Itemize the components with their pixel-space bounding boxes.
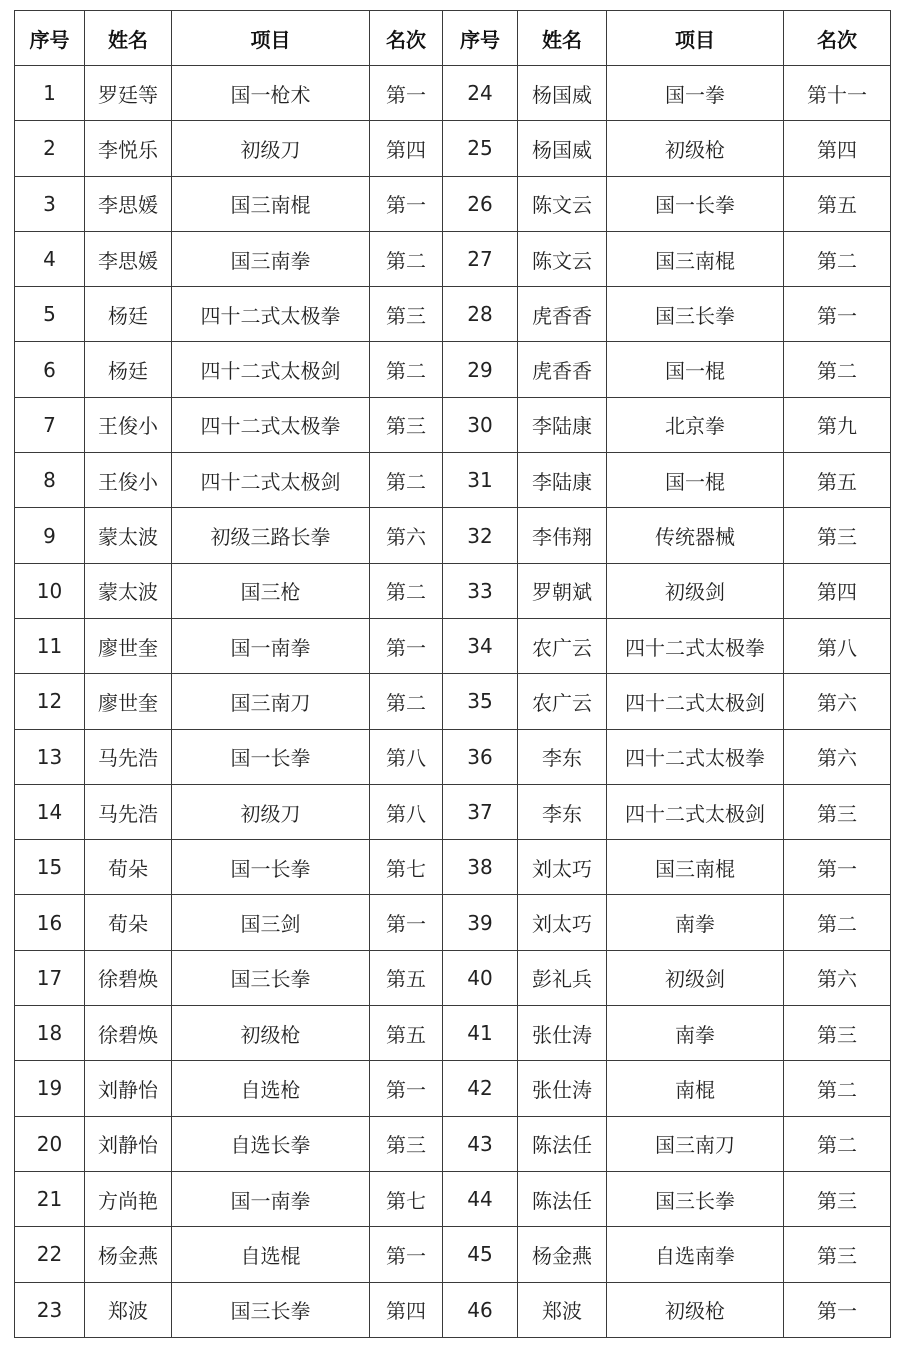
seq-cell-left: 10: [15, 563, 85, 618]
event-cell-left: 国一南拳: [172, 618, 370, 673]
event-cell-right: 四十二式太极拳: [607, 729, 784, 784]
seq-cell-left: 3: [15, 176, 85, 231]
event-cell-left: 自选长拳: [172, 1116, 370, 1171]
name-cell-right: 刘太巧: [518, 840, 607, 895]
name-cell-right: 刘太巧: [518, 895, 607, 950]
event-cell-left: 初级刀: [172, 784, 370, 839]
name-cell-left: 刘静怡: [85, 1061, 172, 1116]
rank-cell-right: 第二: [784, 1061, 891, 1116]
seq-cell-left: 21: [15, 1171, 85, 1226]
seq-cell-left: 15: [15, 840, 85, 895]
table-row: [15, 1116, 891, 1171]
event-cell-right: 南拳: [607, 895, 784, 950]
name-cell-right: 彭礼兵: [518, 950, 607, 1005]
event-cell-right: 北京拳: [607, 397, 784, 452]
name-cell-left: 荀朵: [85, 840, 172, 895]
event-cell-right: 国三长拳: [607, 287, 784, 342]
table-row: [15, 1006, 891, 1061]
event-cell-left: 初级枪: [172, 1006, 370, 1061]
rank-cell-right: 第八: [784, 618, 891, 673]
rank-cell-left: 第一: [370, 1061, 443, 1116]
name-cell-left: 马先浩: [85, 784, 172, 839]
rank-cell-right: 第三: [784, 784, 891, 839]
event-cell-right: 国三南棍: [607, 231, 784, 286]
rank-cell-right: 第一: [784, 287, 891, 342]
name-cell-left: 郑波: [85, 1282, 172, 1337]
event-cell-right: 国一长拳: [607, 176, 784, 231]
event-cell-left: 国三长拳: [172, 1282, 370, 1337]
rank-cell-right: 第一: [784, 840, 891, 895]
event-cell-left: 国三南拳: [172, 231, 370, 286]
rank-cell-left: 第三: [370, 397, 443, 452]
header-event-right: 项目: [607, 11, 784, 66]
name-cell-right: 农广云: [518, 674, 607, 729]
event-cell-left: 四十二式太极拳: [172, 397, 370, 452]
name-cell-left: 罗廷等: [85, 66, 172, 121]
table-row: [15, 453, 891, 508]
rank-cell-left: 第七: [370, 840, 443, 895]
seq-cell-right: 30: [443, 397, 518, 452]
rank-cell-right: 第二: [784, 1116, 891, 1171]
rank-cell-left: 第一: [370, 1227, 443, 1282]
table-row: [15, 840, 891, 895]
name-cell-left: 李思媛: [85, 176, 172, 231]
event-cell-left: 四十二式太极剑: [172, 342, 370, 397]
rank-cell-right: 第三: [784, 1171, 891, 1226]
name-cell-right: 张仕涛: [518, 1061, 607, 1116]
event-cell-right: 初级剑: [607, 950, 784, 1005]
rank-cell-left: 第三: [370, 287, 443, 342]
table-row: [15, 895, 891, 950]
event-cell-right: 国一拳: [607, 66, 784, 121]
seq-cell-left: 1: [15, 66, 85, 121]
rank-cell-left: 第三: [370, 1116, 443, 1171]
rank-cell-right: 第六: [784, 950, 891, 1005]
event-cell-left: 国三南刀: [172, 674, 370, 729]
event-cell-right: 自选南拳: [607, 1227, 784, 1282]
seq-cell-right: 34: [443, 618, 518, 673]
seq-cell-left: 19: [15, 1061, 85, 1116]
event-cell-right: 四十二式太极剑: [607, 674, 784, 729]
event-cell-left: 自选棍: [172, 1227, 370, 1282]
seq-cell-left: 4: [15, 231, 85, 286]
rank-cell-left: 第一: [370, 618, 443, 673]
name-cell-right: 虎香香: [518, 287, 607, 342]
name-cell-right: 罗朝斌: [518, 563, 607, 618]
table-row: [15, 231, 891, 286]
name-cell-right: 李东: [518, 784, 607, 839]
table-row: [15, 729, 891, 784]
table-row: [15, 1282, 891, 1337]
seq-cell-right: 42: [443, 1061, 518, 1116]
seq-cell-left: 12: [15, 674, 85, 729]
rank-cell-left: 第二: [370, 563, 443, 618]
event-cell-left: 自选枪: [172, 1061, 370, 1116]
seq-cell-left: 6: [15, 342, 85, 397]
seq-cell-right: 35: [443, 674, 518, 729]
name-cell-left: 李思媛: [85, 231, 172, 286]
seq-cell-left: 17: [15, 950, 85, 1005]
table-row: [15, 1061, 891, 1116]
event-cell-left: 四十二式太极拳: [172, 287, 370, 342]
seq-cell-right: 32: [443, 508, 518, 563]
rank-cell-right: 第三: [784, 1227, 891, 1282]
table-row: [15, 342, 891, 397]
table-row: [15, 508, 891, 563]
seq-cell-right: 39: [443, 895, 518, 950]
rank-cell-left: 第四: [370, 121, 443, 176]
event-cell-left: 初级刀: [172, 121, 370, 176]
event-cell-right: 国一棍: [607, 342, 784, 397]
event-cell-left: 国三南棍: [172, 176, 370, 231]
rank-cell-left: 第二: [370, 674, 443, 729]
table-row: [15, 618, 891, 673]
header-seq-left: 序号: [15, 11, 85, 66]
table-body: [15, 66, 891, 1338]
rank-cell-left: 第八: [370, 784, 443, 839]
name-cell-right: 陈文云: [518, 231, 607, 286]
table-row: [15, 1227, 891, 1282]
seq-cell-left: 16: [15, 895, 85, 950]
seq-cell-left: 20: [15, 1116, 85, 1171]
rank-cell-left: 第一: [370, 66, 443, 121]
rank-cell-left: 第二: [370, 453, 443, 508]
seq-cell-left: 14: [15, 784, 85, 839]
header-rank-left: 名次: [370, 11, 443, 66]
name-cell-right: 李东: [518, 729, 607, 784]
rank-cell-right: 第二: [784, 231, 891, 286]
seq-cell-right: 33: [443, 563, 518, 618]
table-row: [15, 176, 891, 231]
event-cell-right: 国三南棍: [607, 840, 784, 895]
seq-cell-right: 43: [443, 1116, 518, 1171]
rank-cell-right: 第二: [784, 895, 891, 950]
name-cell-right: 陈法任: [518, 1171, 607, 1226]
event-cell-right: 南拳: [607, 1006, 784, 1061]
rank-cell-left: 第四: [370, 1282, 443, 1337]
seq-cell-left: 11: [15, 618, 85, 673]
name-cell-left: 方尚艳: [85, 1171, 172, 1226]
name-cell-left: 蒙太波: [85, 508, 172, 563]
seq-cell-right: 29: [443, 342, 518, 397]
seq-cell-right: 27: [443, 231, 518, 286]
seq-cell-left: 23: [15, 1282, 85, 1337]
header-name-right: 姓名: [518, 11, 607, 66]
event-cell-left: 国一枪术: [172, 66, 370, 121]
table-row: [15, 1171, 891, 1226]
seq-cell-left: 22: [15, 1227, 85, 1282]
rank-cell-left: 第六: [370, 508, 443, 563]
seq-cell-right: 40: [443, 950, 518, 1005]
name-cell-left: 杨廷: [85, 342, 172, 397]
event-cell-right: 四十二式太极拳: [607, 618, 784, 673]
seq-cell-left: 5: [15, 287, 85, 342]
name-cell-left: 王俊小: [85, 397, 172, 452]
results-table: [14, 10, 891, 1338]
seq-cell-right: 38: [443, 840, 518, 895]
event-cell-left: 国一南拳: [172, 1171, 370, 1226]
event-cell-right: 国三南刀: [607, 1116, 784, 1171]
header-name-left: 姓名: [85, 11, 172, 66]
header-event-left: 项目: [172, 11, 370, 66]
event-cell-right: 国一棍: [607, 453, 784, 508]
seq-cell-left: 8: [15, 453, 85, 508]
seq-cell-right: 37: [443, 784, 518, 839]
rank-cell-left: 第一: [370, 895, 443, 950]
table-row: [15, 674, 891, 729]
name-cell-left: 李悦乐: [85, 121, 172, 176]
name-cell-right: 李陆康: [518, 397, 607, 452]
header-seq-right: 序号: [443, 11, 518, 66]
table-row: [15, 784, 891, 839]
name-cell-right: 李伟翔: [518, 508, 607, 563]
seq-cell-left: 18: [15, 1006, 85, 1061]
name-cell-right: 农广云: [518, 618, 607, 673]
table-row: [15, 287, 891, 342]
name-cell-left: 徐碧焕: [85, 950, 172, 1005]
seq-cell-right: 46: [443, 1282, 518, 1337]
rank-cell-right: 第三: [784, 508, 891, 563]
name-cell-left: 廖世奎: [85, 674, 172, 729]
event-cell-left: 四十二式太极剑: [172, 453, 370, 508]
event-cell-left: 国一长拳: [172, 840, 370, 895]
seq-cell-left: 7: [15, 397, 85, 452]
name-cell-right: 杨金燕: [518, 1227, 607, 1282]
name-cell-left: 马先浩: [85, 729, 172, 784]
event-cell-right: 初级枪: [607, 121, 784, 176]
event-cell-left: 国三长拳: [172, 950, 370, 1005]
seq-cell-right: 24: [443, 66, 518, 121]
name-cell-left: 徐碧焕: [85, 1006, 172, 1061]
name-cell-right: 陈文云: [518, 176, 607, 231]
table-row: [15, 397, 891, 452]
event-cell-right: 初级剑: [607, 563, 784, 618]
seq-cell-left: 13: [15, 729, 85, 784]
name-cell-left: 蒙太波: [85, 563, 172, 618]
seq-cell-right: 26: [443, 176, 518, 231]
rank-cell-right: 第十一: [784, 66, 891, 121]
header-rank-right: 名次: [784, 11, 891, 66]
name-cell-right: 陈法任: [518, 1116, 607, 1171]
name-cell-left: 杨金燕: [85, 1227, 172, 1282]
event-cell-left: 国一长拳: [172, 729, 370, 784]
rank-cell-right: 第四: [784, 121, 891, 176]
rank-cell-left: 第二: [370, 342, 443, 397]
name-cell-right: 虎香香: [518, 342, 607, 397]
event-cell-right: 南棍: [607, 1061, 784, 1116]
name-cell-right: 李陆康: [518, 453, 607, 508]
table-row: [15, 66, 891, 121]
event-cell-right: 国三长拳: [607, 1171, 784, 1226]
rank-cell-right: 第五: [784, 176, 891, 231]
rank-cell-right: 第六: [784, 674, 891, 729]
rank-cell-right: 第三: [784, 1006, 891, 1061]
seq-cell-right: 36: [443, 729, 518, 784]
name-cell-right: 杨国威: [518, 121, 607, 176]
table-row: [15, 563, 891, 618]
seq-cell-right: 31: [443, 453, 518, 508]
seq-cell-left: 9: [15, 508, 85, 563]
seq-cell-right: 41: [443, 1006, 518, 1061]
name-cell-right: 杨国威: [518, 66, 607, 121]
name-cell-left: 王俊小: [85, 453, 172, 508]
name-cell-right: 张仕涛: [518, 1006, 607, 1061]
header-row: [15, 11, 891, 66]
name-cell-left: 刘静怡: [85, 1116, 172, 1171]
event-cell-left: 国三枪: [172, 563, 370, 618]
name-cell-left: 廖世奎: [85, 618, 172, 673]
rank-cell-right: 第一: [784, 1282, 891, 1337]
table-row: [15, 121, 891, 176]
table-row: [15, 950, 891, 1005]
seq-cell-right: 45: [443, 1227, 518, 1282]
event-cell-right: 传统器械: [607, 508, 784, 563]
seq-cell-left: 2: [15, 121, 85, 176]
event-cell-right: 四十二式太极剑: [607, 784, 784, 839]
name-cell-right: 郑波: [518, 1282, 607, 1337]
rank-cell-right: 第四: [784, 563, 891, 618]
name-cell-left: 杨廷: [85, 287, 172, 342]
event-cell-left: 国三剑: [172, 895, 370, 950]
rank-cell-right: 第五: [784, 453, 891, 508]
seq-cell-right: 28: [443, 287, 518, 342]
rank-cell-right: 第九: [784, 397, 891, 452]
rank-cell-left: 第五: [370, 950, 443, 1005]
rank-cell-left: 第五: [370, 1006, 443, 1061]
rank-cell-right: 第二: [784, 342, 891, 397]
results-sheet: [14, 10, 890, 1343]
seq-cell-right: 44: [443, 1171, 518, 1226]
event-cell-left: 初级三路长拳: [172, 508, 370, 563]
name-cell-left: 荀朵: [85, 895, 172, 950]
rank-cell-left: 第一: [370, 176, 443, 231]
rank-cell-left: 第二: [370, 231, 443, 286]
rank-cell-left: 第八: [370, 729, 443, 784]
rank-cell-right: 第六: [784, 729, 891, 784]
seq-cell-right: 25: [443, 121, 518, 176]
rank-cell-left: 第七: [370, 1171, 443, 1226]
event-cell-right: 初级枪: [607, 1282, 784, 1337]
